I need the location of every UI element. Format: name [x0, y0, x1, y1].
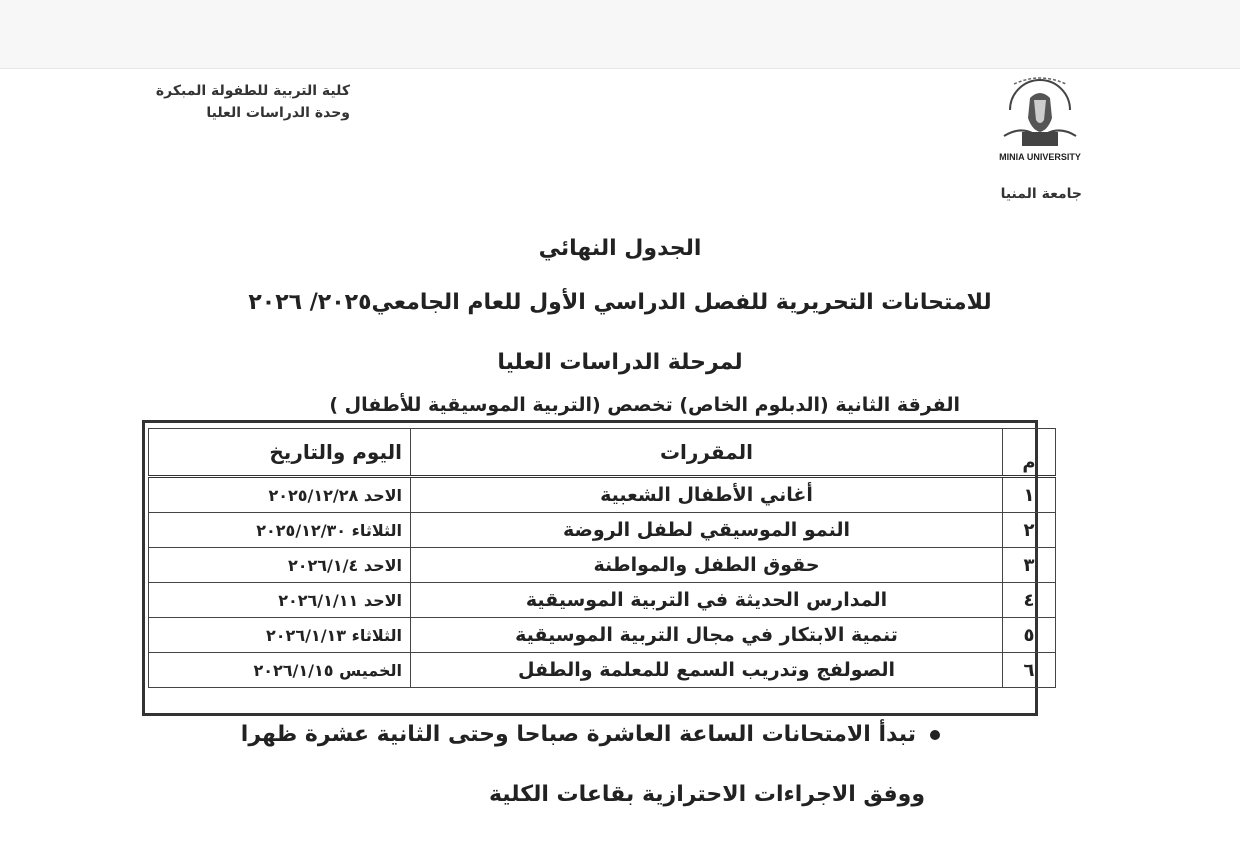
table-row — [149, 548, 1056, 583]
scan-divider — [0, 68, 1240, 69]
row-course: أغاني الأطفال الشعبية — [411, 477, 1003, 513]
scan-margin — [0, 0, 1240, 68]
row-date: الثلاثاء ٢٠٢٥/١٢/٣٠ — [149, 513, 411, 548]
note-line-1: تبدأ الامتحانات الساعة العاشرة صباحا وحتى الثانية عشرة ظهرا — [240, 722, 916, 747]
row-date: الاحد ٢٠٢٦/١/١١ — [149, 583, 411, 618]
table-row — [149, 618, 1056, 653]
note-exam-time — [180, 722, 940, 747]
exam-subtitle: للامتحانات التحريرية للفصل الدراسي الأول للعام الجامعي٢٠٢٥/ ٢٠٢٦ — [248, 290, 992, 315]
row-course: المدارس الحديثة في التربية الموسيقية — [411, 583, 1003, 618]
row-number: ٢ — [1003, 513, 1056, 548]
row-number: ٣ — [1003, 548, 1056, 583]
header-courses: المقررات — [411, 429, 1003, 477]
row-course: تنمية الابتكار في مجال التربية الموسيقية — [411, 618, 1003, 653]
header-day-date: اليوم والتاريخ — [149, 429, 411, 477]
unit-name: وحدة الدراسات العليا — [206, 105, 350, 121]
university-name: جامعة المنيا — [1000, 186, 1082, 202]
note-precautions: ووفق الاجراءات الاحترازية بقاعات الكلية — [488, 782, 925, 807]
row-date: الاحد ٢٠٢٥/١٢/٢٨ — [149, 477, 411, 513]
row-course: الصولفج وتدريب السمع للمعلمة والطفل — [411, 653, 1003, 688]
table-header-row — [149, 429, 1056, 477]
row-course: النمو الموسيقي لطفل الروضة — [411, 513, 1003, 548]
header-number: م — [1003, 429, 1056, 477]
university-logo-icon — [990, 70, 1090, 165]
table-row — [149, 477, 1056, 513]
row-number: ١ — [1003, 477, 1056, 513]
exam-schedule-table — [148, 428, 1056, 688]
table-row — [149, 653, 1056, 688]
bullet-icon — [930, 730, 940, 740]
row-number: ٦ — [1003, 653, 1056, 688]
faculty-header — [150, 80, 350, 124]
faculty-name: كلية التربية للطفولة المبكرة — [155, 83, 350, 99]
program-title: الفرقة الثانية (الدبلوم الخاص) تخصص (التربية الموسيقية للأطفال ) — [329, 394, 960, 416]
stage-title: لمرحلة الدراسات العليا — [497, 350, 743, 375]
table-row — [149, 583, 1056, 618]
row-course: حقوق الطفل والمواطنة — [411, 548, 1003, 583]
row-date: الاحد ٢٠٢٦/١/٤ — [149, 548, 411, 583]
page-title: الجدول النهائي — [538, 236, 702, 261]
row-date: الخميس ٢٠٢٦/١/١٥ — [149, 653, 411, 688]
table-row — [149, 513, 1056, 548]
row-number: ٥ — [1003, 618, 1056, 653]
row-date: الثلاثاء ٢٠٢٦/١/١٣ — [149, 618, 411, 653]
logo-text: MINIA UNIVERSITY — [999, 152, 1081, 162]
row-number: ٤ — [1003, 583, 1056, 618]
